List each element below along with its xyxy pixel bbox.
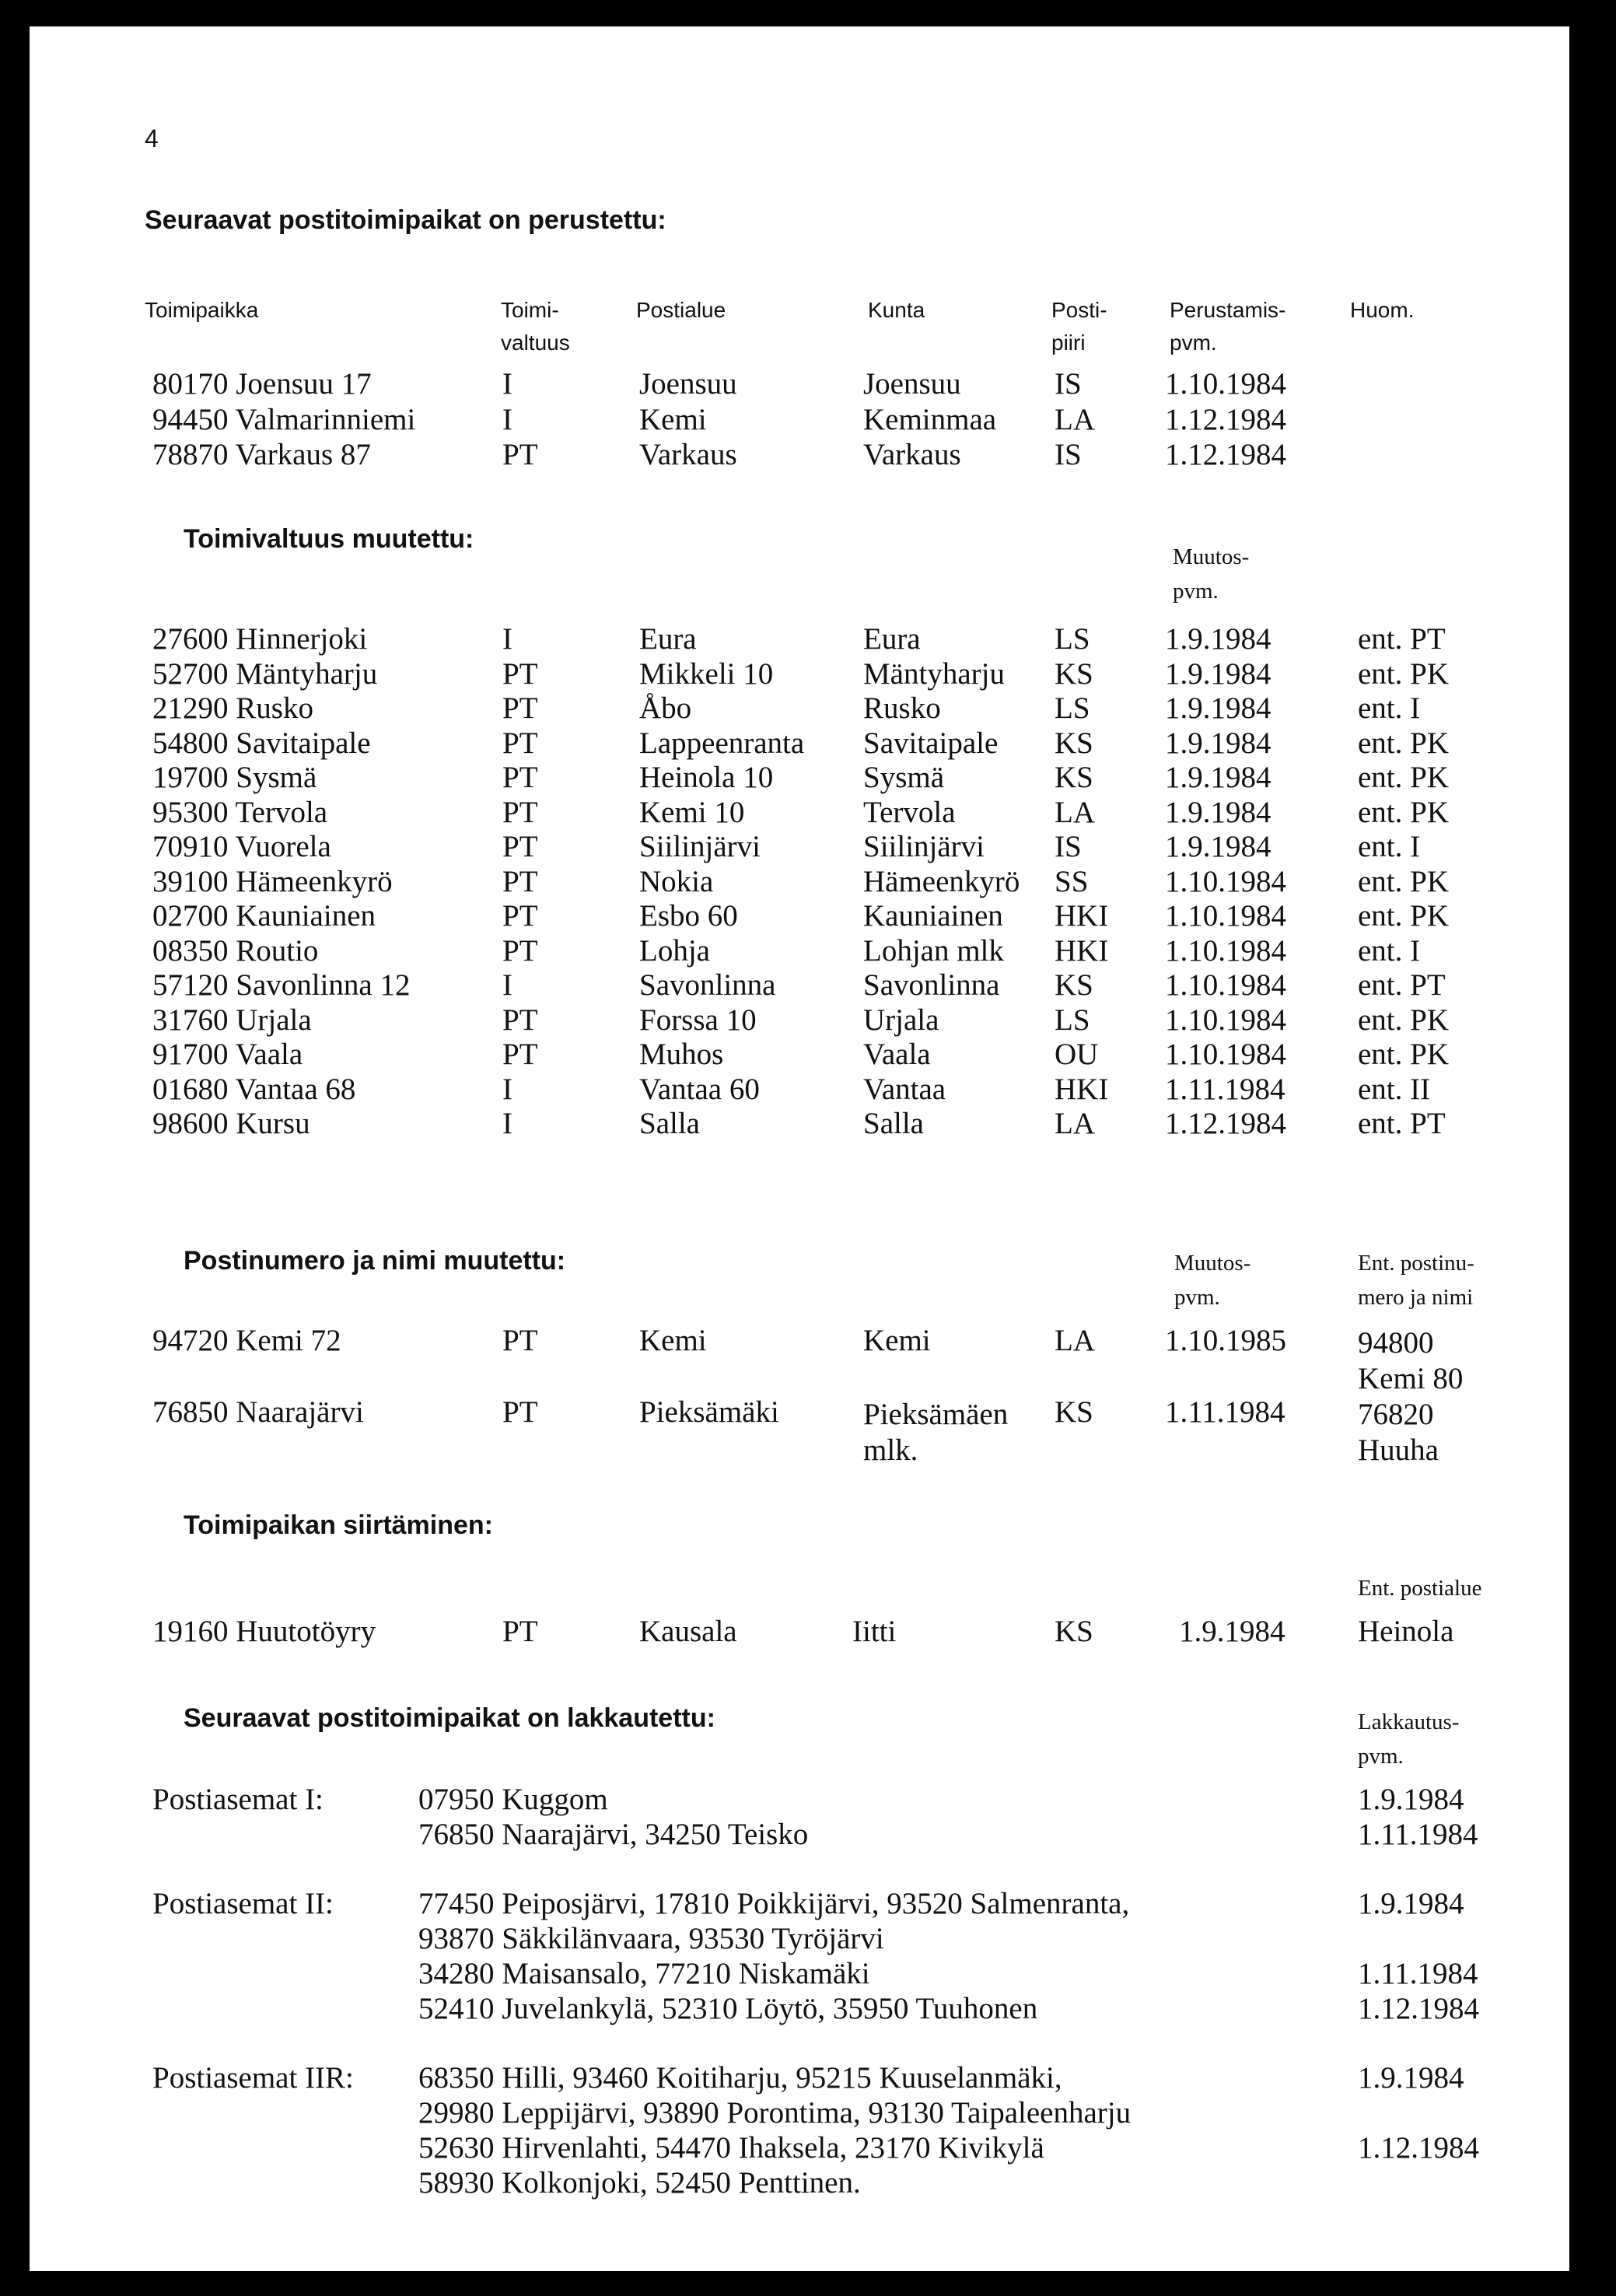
cell-note: ent. PK <box>1358 761 1449 794</box>
cell-authority: PT <box>502 830 538 863</box>
relocation-heading: Toimipaikan siirtäminen: <box>184 1510 494 1540</box>
column-header-district: Posti- piiri <box>1051 298 1107 355</box>
cell-place: 19700 Sysmä <box>152 761 317 794</box>
cell-district: SS <box>1055 864 1089 898</box>
cell-date: 1.9.1984 <box>1165 656 1271 691</box>
cell-place: 08350 Routio <box>152 933 319 968</box>
cell-municipality: Rusko <box>863 691 941 725</box>
cell-postal-area: Kausala <box>639 1615 737 1648</box>
cell-place: 94720 Kemi 72 <box>152 1324 341 1357</box>
cell-note: ent. I <box>1358 933 1421 968</box>
cell-municipality: Mäntyharju <box>863 656 1005 691</box>
cell-note: ent. II <box>1358 1072 1431 1106</box>
cell-postal-area: Nokia <box>639 864 714 898</box>
name-changed-previous-header: Ent. postinu- mero ja nimi <box>1358 1251 1474 1310</box>
cell-authority: PT <box>502 864 538 898</box>
cell-postal-area: Lappeenranta <box>639 726 805 760</box>
cell-place: 52700 Mäntyharju <box>152 656 378 691</box>
cell-municipality: Tervola <box>863 795 956 829</box>
cell-municipality: Vaala <box>863 1038 931 1071</box>
cell-note: ent. PT <box>1358 968 1446 1002</box>
cell-note: ent. PT <box>1358 1107 1446 1140</box>
closed-offices-line: 29980 Leppijärvi, 93890 Porontima, 93130 Taipaleenharju <box>418 2096 1132 2130</box>
column-header-date: Perustamis- pvm. <box>1170 298 1286 355</box>
closed-date: 1.9.1984 <box>1358 1783 1464 1816</box>
name-changed-date-header: Muutos- pvm. <box>1174 1251 1251 1310</box>
cell-authority: I <box>502 622 512 656</box>
cell-municipality: Savitaipale <box>863 726 999 760</box>
cell-date: 1.9.1984 <box>1179 1615 1285 1648</box>
cell-date: 1.10.1984 <box>1165 933 1286 968</box>
cell-district: IS <box>1055 830 1082 863</box>
cell-place: 98600 Kursu <box>152 1107 310 1140</box>
cell-district: HKI <box>1055 1072 1109 1106</box>
cell-date: 1.10.1984 <box>1165 864 1286 898</box>
cell-postal-area: Kemi 10 <box>639 795 745 829</box>
cell-district: KS <box>1055 968 1093 1002</box>
cell-place: 21290 Rusko <box>152 691 313 725</box>
cell-date: 1.11.1984 <box>1165 1072 1285 1106</box>
cell-municipality: Salla <box>863 1107 924 1140</box>
cell-place: 54800 Savitaipale <box>152 726 371 760</box>
cell-date: 1.10.1984 <box>1165 367 1286 401</box>
closed-date: 1.12.1984 <box>1358 1992 1479 2025</box>
closed-date: 1.9.1984 <box>1358 2061 1464 2095</box>
cell-authority: I <box>502 1107 512 1140</box>
closed-offices-line: 34280 Maisansalo, 77210 Niskamäki <box>418 1957 870 1990</box>
cell-district: HKI <box>1055 933 1109 968</box>
cell-place: 76850 Naarajärvi <box>152 1395 364 1429</box>
cell-note: ent. I <box>1358 691 1421 725</box>
cell-district: OU <box>1055 1038 1099 1071</box>
cell-district: IS <box>1055 367 1082 401</box>
cell-postal-area: Kemi <box>639 402 707 436</box>
cell-place: 02700 Kauniainen <box>152 899 376 933</box>
cell-place: 57120 Savonlinna 12 <box>152 968 411 1002</box>
cell-place: 94450 Valmarinniemi <box>152 402 416 436</box>
cell-date: 1.10.1984 <box>1165 1038 1286 1071</box>
cell-authority: PT <box>502 1003 538 1037</box>
cell-authority: PT <box>502 1395 538 1429</box>
cell-municipality: Kauniainen <box>863 899 1003 933</box>
cell-postal-area: Salla <box>639 1107 700 1140</box>
relocation-previous-header: Ent. postialue <box>1358 1576 1482 1601</box>
column-header-municipality: Kunta <box>868 298 925 322</box>
cell-municipality: Sysmä <box>863 761 945 794</box>
cell-date: 1.12.1984 <box>1165 1107 1286 1140</box>
cell-district: IS <box>1055 438 1082 471</box>
cell-note: Heinola <box>1358 1615 1454 1648</box>
cell-note: ent. PK <box>1358 1003 1449 1037</box>
cell-district: KS <box>1055 726 1093 760</box>
cell-postal-area: Esbo 60 <box>639 899 738 933</box>
cell-place: 80170 Joensuu 17 <box>152 367 372 401</box>
cell-district: LS <box>1055 691 1090 725</box>
cell-district: LA <box>1055 402 1095 436</box>
cell-district: KS <box>1055 656 1093 691</box>
cell-note: 76820 Huuha <box>1358 1398 1439 1467</box>
cell-place: 91700 Vaala <box>152 1038 303 1071</box>
closed-offices-line: 52630 Hirvenlahti, 54470 Ihaksela, 23170 Kivikylä <box>418 2131 1044 2165</box>
cell-municipality: Lohjan mlk <box>863 933 1004 968</box>
cell-authority: I <box>502 402 512 436</box>
cell-place: 39100 Hämeenkyrö <box>152 864 393 898</box>
cell-authority: PT <box>502 899 538 933</box>
closed-date: 1.9.1984 <box>1358 1887 1464 1920</box>
cell-district: LA <box>1055 1324 1095 1357</box>
cell-authority: PT <box>502 1038 538 1071</box>
cell-municipality: Iitti <box>852 1615 897 1648</box>
cell-authority: PT <box>502 933 538 968</box>
cell-postal-area: Savonlinna <box>639 968 776 1002</box>
cell-date: 1.12.1984 <box>1165 402 1286 436</box>
closed-offices-line: 68350 Hilli, 93460 Koitiharju, 95215 Kuuselanmäki, <box>418 2061 1062 2095</box>
cell-date: 1.10.1984 <box>1165 1003 1286 1037</box>
cell-municipality: Vantaa <box>863 1072 946 1106</box>
cell-municipality: Pieksämäen mlk. <box>863 1398 1009 1467</box>
closed-date: 1.11.1984 <box>1358 1818 1478 1851</box>
cell-municipality: Varkaus <box>863 438 961 471</box>
closed-offices-line: 07950 Kuggom <box>418 1783 608 1816</box>
cell-authority: I <box>502 968 512 1002</box>
cell-date: 1.11.1984 <box>1165 1395 1285 1429</box>
closed-group-label: Postiasemat II: <box>152 1887 334 1920</box>
cell-place: 78870 Varkaus 87 <box>152 438 371 471</box>
cell-municipality: Savonlinna <box>863 968 1000 1002</box>
cell-postal-area: Varkaus <box>639 438 737 471</box>
cell-note: ent. PK <box>1358 656 1449 691</box>
closed-offices-line: 93870 Säkkilänvaara, 93530 Tyröjärvi <box>418 1922 884 1955</box>
cell-postal-area: Pieksämäki <box>639 1395 779 1429</box>
closed-group-label: Postiasemat IIR: <box>152 2061 354 2095</box>
name-changed-heading: Postinumero ja nimi muutettu: <box>184 1246 566 1276</box>
cell-authority: I <box>502 367 512 401</box>
cell-district: HKI <box>1055 899 1109 933</box>
cell-place: 01680 Vantaa 68 <box>152 1072 356 1106</box>
column-header-postal-area: Postialue <box>636 298 726 322</box>
cell-postal-area: Forssa 10 <box>639 1003 757 1037</box>
cell-postal-area: Muhos <box>639 1038 724 1071</box>
cell-place: 19160 Huutotöyry <box>152 1615 376 1648</box>
cell-postal-area: Mikkeli 10 <box>639 656 774 691</box>
cell-district: LA <box>1055 795 1095 829</box>
cell-municipality: Hämeenkyrö <box>863 864 1020 898</box>
closed-date: 1.11.1984 <box>1358 1957 1478 1990</box>
cell-postal-area: Heinola 10 <box>639 761 774 794</box>
cell-date: 1.10.1984 <box>1165 968 1286 1002</box>
cell-district: LS <box>1055 1003 1090 1037</box>
cell-note: ent. PK <box>1358 864 1449 898</box>
cell-date: 1.9.1984 <box>1165 795 1271 829</box>
column-header-authority: Toimi- valtuus <box>501 298 570 355</box>
authority-changed-heading: Toimivaltuus muutettu: <box>184 524 474 554</box>
cell-place: 31760 Urjala <box>152 1003 312 1037</box>
cell-postal-area: Joensuu <box>639 367 737 401</box>
cell-municipality: Eura <box>863 622 921 656</box>
cell-district: KS <box>1055 1615 1093 1648</box>
cell-date: 1.9.1984 <box>1165 726 1271 760</box>
cell-authority: I <box>502 1072 512 1106</box>
cell-note: ent. PK <box>1358 726 1449 760</box>
cell-place: 95300 Tervola <box>152 795 328 829</box>
cell-postal-area: Siilinjärvi <box>639 830 761 863</box>
cell-note: ent. PK <box>1358 795 1449 829</box>
closed-date: 1.12.1984 <box>1358 2131 1479 2165</box>
cell-note: ent. PK <box>1358 899 1449 933</box>
closed-group-label: Postiasemat I: <box>152 1783 324 1816</box>
cell-authority: PT <box>502 691 538 725</box>
cell-postal-area: Vantaa 60 <box>639 1072 760 1106</box>
cell-district: KS <box>1055 761 1093 794</box>
cell-municipality: Keminmaa <box>863 402 997 436</box>
cell-date: 1.10.1984 <box>1165 899 1286 933</box>
column-header-note: Huom. <box>1350 298 1415 322</box>
cell-date: 1.9.1984 <box>1165 691 1271 725</box>
cell-district: LS <box>1055 622 1090 656</box>
document-page <box>30 26 1569 2271</box>
cell-date: 1.9.1984 <box>1165 830 1271 863</box>
cell-note: ent. PT <box>1358 622 1446 656</box>
closed-offices-line: 76850 Naarajärvi, 34250 Teisko <box>418 1818 809 1851</box>
cell-note: ent. PK <box>1358 1038 1449 1071</box>
cell-note: 94800 Kemi 80 <box>1358 1326 1464 1395</box>
cell-authority: PT <box>502 761 538 794</box>
authority-date-header: Muutos- pvm. <box>1173 544 1250 604</box>
cell-municipality: Siilinjärvi <box>863 830 985 863</box>
cell-postal-area: Lohja <box>639 933 710 968</box>
cell-note: ent. I <box>1358 830 1421 863</box>
page-number: 4 <box>145 124 159 152</box>
closed-offices-line: 52410 Juvelankylä, 52310 Löytö, 35950 Tuuhonen <box>418 1992 1038 2025</box>
cell-municipality: Urjala <box>863 1003 939 1037</box>
cell-authority: PT <box>502 438 538 471</box>
cell-authority: PT <box>502 1615 538 1648</box>
cell-place: 27600 Hinnerjoki <box>152 622 368 656</box>
cell-date: 1.10.1985 <box>1165 1324 1286 1357</box>
founded-heading: Seuraavat postitoimipaikat on perustettu: <box>145 205 666 235</box>
cell-date: 1.12.1984 <box>1165 438 1286 471</box>
cell-district: KS <box>1055 1395 1093 1429</box>
closed-offices-line: 58930 Kolkonjoki, 52450 Penttinen. <box>418 2166 861 2200</box>
column-header-place: Toimipaikka <box>145 298 259 322</box>
cell-municipality: Joensuu <box>863 367 961 401</box>
cell-authority: PT <box>502 656 538 691</box>
cell-district: LA <box>1055 1107 1095 1140</box>
cell-date: 1.9.1984 <box>1165 761 1271 794</box>
cell-authority: PT <box>502 795 538 829</box>
cell-authority: PT <box>502 1324 538 1357</box>
cell-municipality: Kemi <box>863 1324 931 1357</box>
cell-place: 70910 Vuorela <box>152 830 331 863</box>
cell-date: 1.9.1984 <box>1165 622 1271 656</box>
closed-heading: Seuraavat postitoimipaikat on lakkautettu: <box>184 1703 715 1733</box>
cell-postal-area: Åbo <box>639 691 692 725</box>
cell-postal-area: Kemi <box>639 1324 707 1357</box>
closed-date-header: Lakkautus- pvm. <box>1358 1710 1460 1769</box>
cell-postal-area: Eura <box>639 622 697 656</box>
closed-offices-line: 77450 Peiposjärvi, 17810 Poikkijärvi, 93520 Salmenranta, <box>418 1887 1130 1920</box>
cell-authority: PT <box>502 726 538 760</box>
